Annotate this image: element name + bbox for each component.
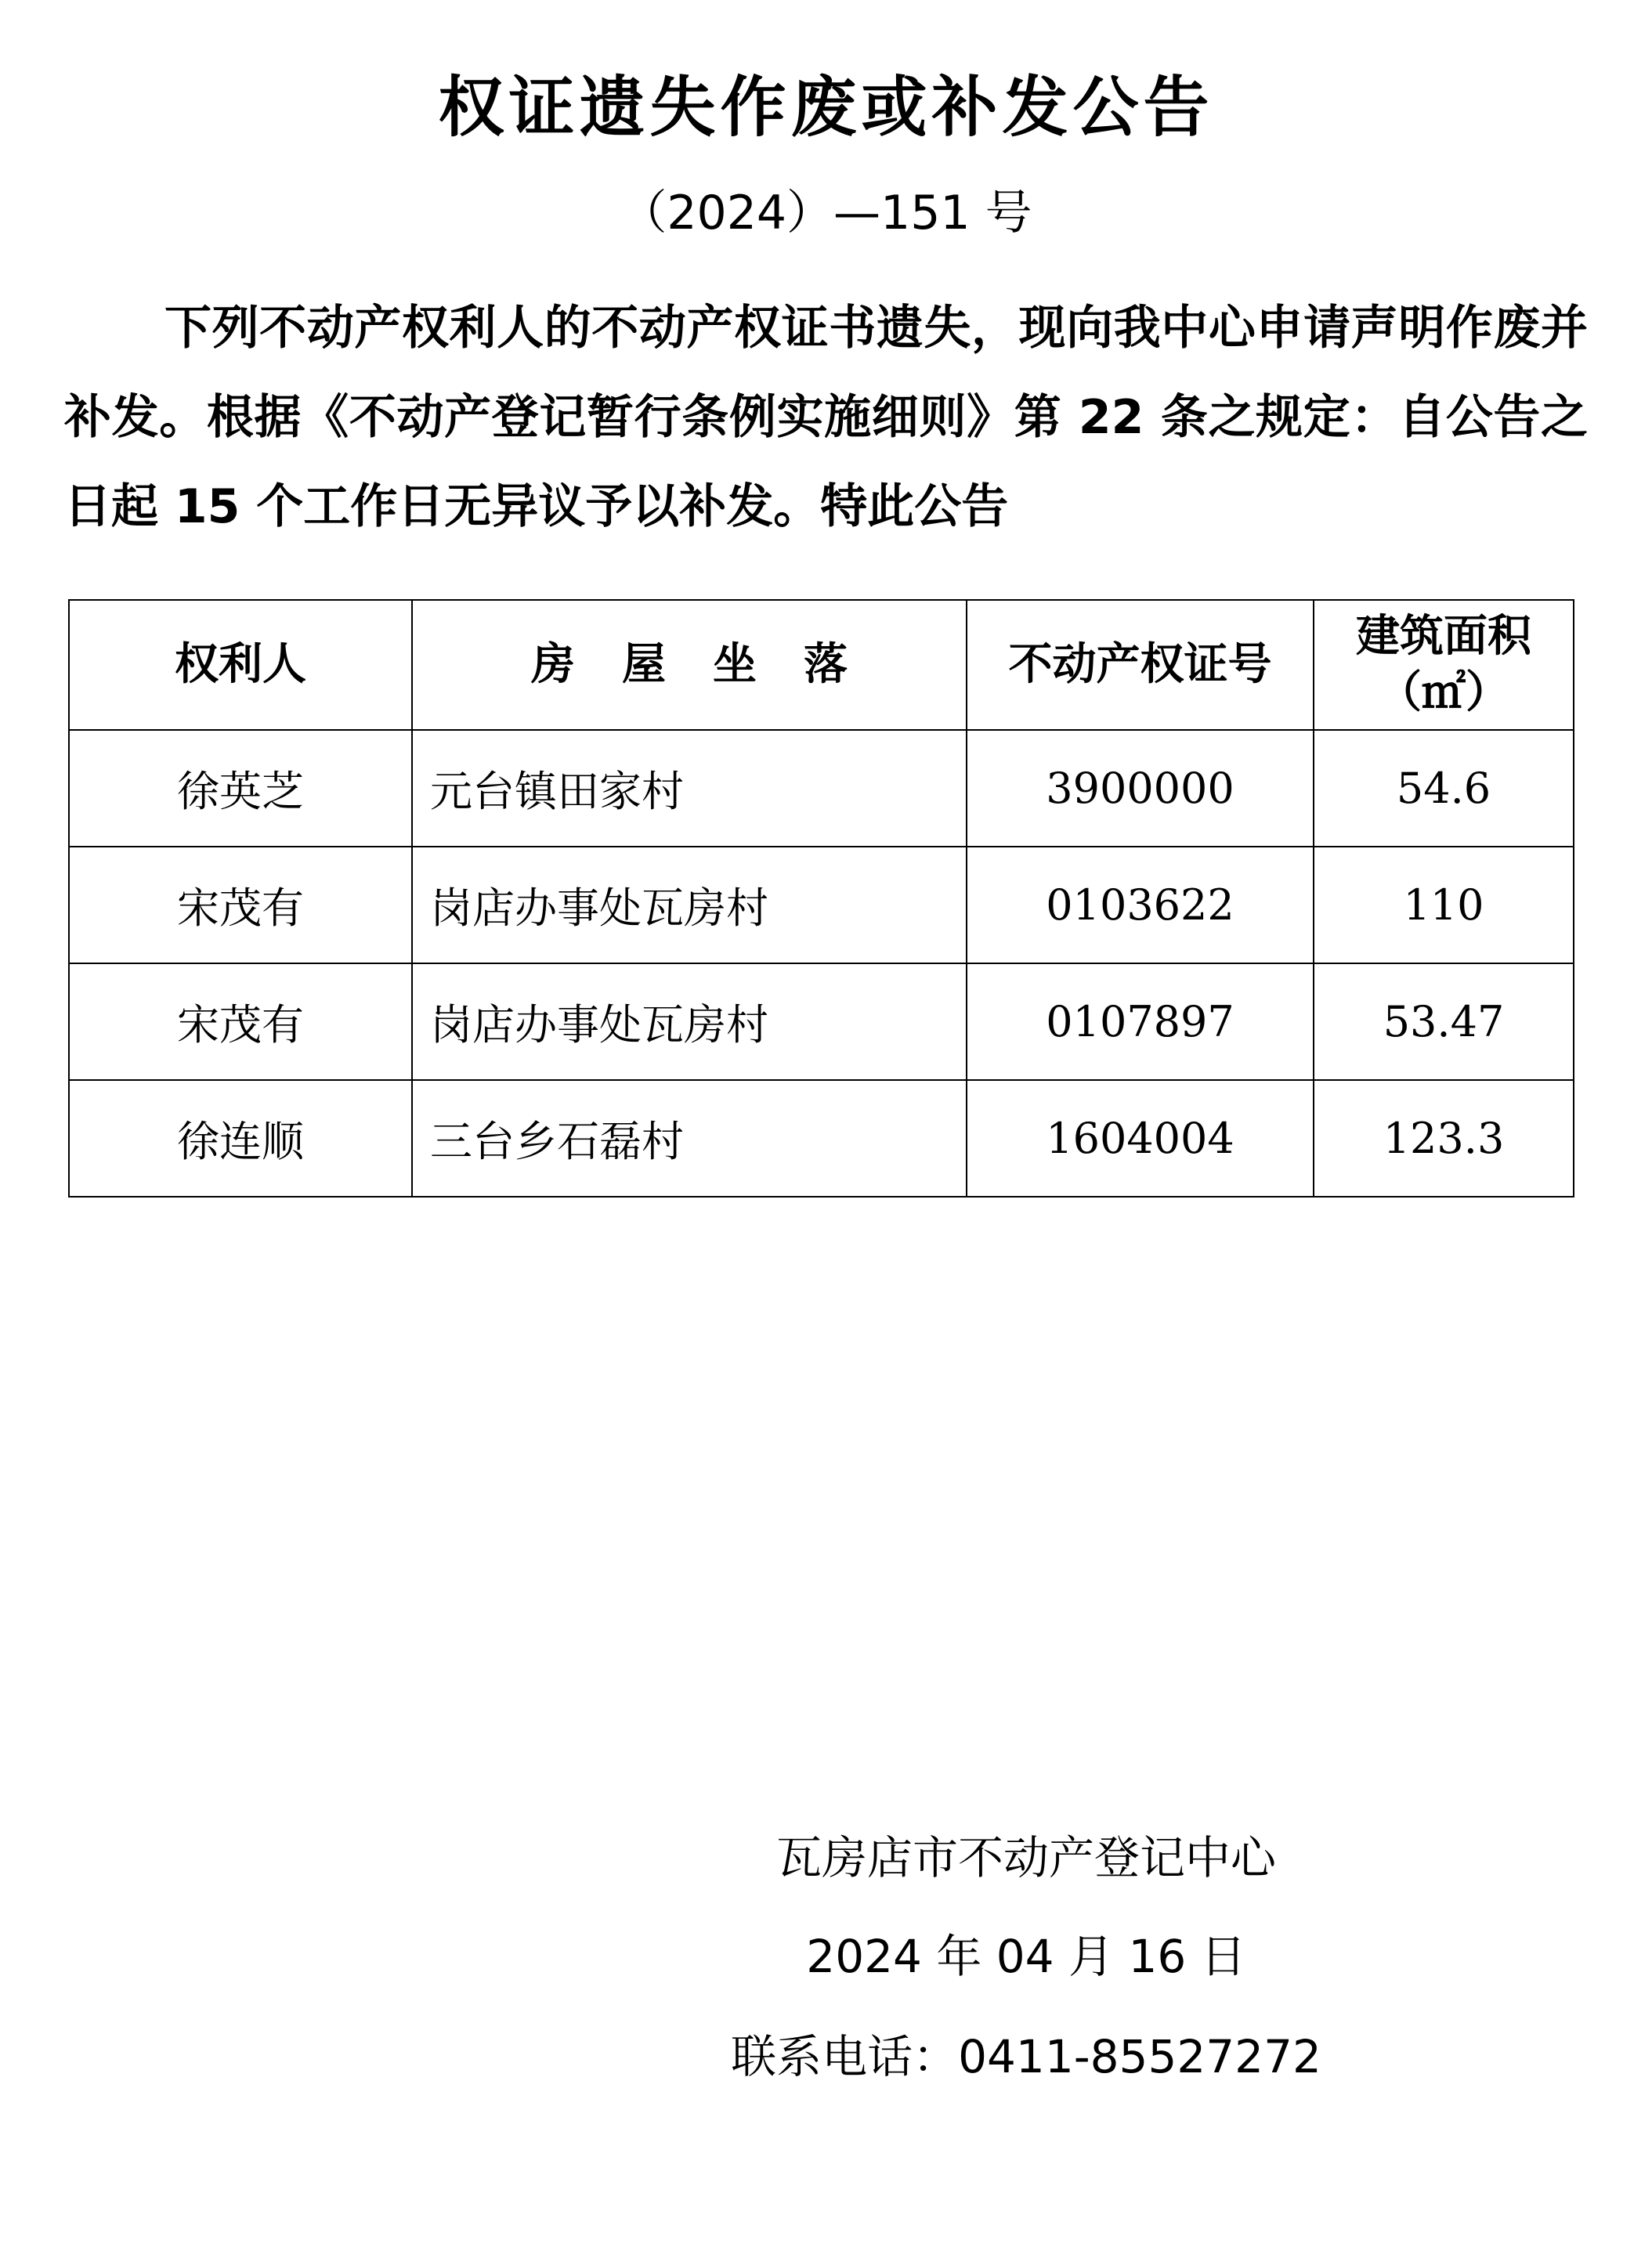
header-cert-no: 不动产权证号 (967, 600, 1314, 730)
cell-area: 123.3 (1314, 1080, 1574, 1197)
cell-cert-no: 3900000 (967, 730, 1314, 847)
cell-area: 53.47 (1314, 963, 1574, 1080)
cell-area: 54.6 (1314, 730, 1574, 847)
cell-holder: 宋茂有 (69, 963, 412, 1080)
header-area (1314, 600, 1574, 730)
cell-area: 110 (1314, 847, 1574, 963)
notice-body: 下列不动产权利人的不动产权证书遗失，现向我中心申请声明作废并补发。根据《不动产登记暂行条例实施细则》第 22 条之规定：自公告之日起 15 个工作日无异议予以补发。特此公告 (64, 301, 1588, 534)
issuing-organization: 瓦房店市不动产登记中心 (775, 1831, 1276, 1884)
cell-holder: 徐连顺 (69, 1080, 412, 1197)
lost-certificate-table (68, 599, 1574, 1198)
cell-location: 元台镇田家村 (412, 730, 967, 847)
cell-cert-no: 1604004 (967, 1080, 1314, 1197)
table-row (69, 847, 1574, 963)
cell-location: 岗店办事处瓦房村 (412, 963, 967, 1080)
cell-holder: 宋茂有 (69, 847, 412, 963)
cell-holder: 徐英芝 (69, 730, 412, 847)
table-row (69, 963, 1574, 1080)
notice-title: 权证遗失作废或补发公告 (438, 69, 1214, 146)
cell-cert-no: 0103622 (967, 847, 1314, 963)
contact-phone: 联系电话：0411-85527272 (731, 2030, 1321, 2083)
header-holder: 权利人 (69, 600, 412, 730)
header-area-label: 建筑面积 (1356, 611, 1531, 662)
cell-location: 岗店办事处瓦房村 (412, 847, 967, 963)
cell-cert-no: 0107897 (967, 963, 1314, 1080)
table-row (69, 1080, 1574, 1197)
issue-date: 2024 年 04 月 16 日 (806, 1930, 1246, 1983)
notice-number: （2024）—151 号 (620, 186, 1032, 240)
cell-location: 三台乡石磊村 (412, 1080, 967, 1197)
header-area-unit: （㎡） (1378, 667, 1509, 718)
table-header-row (69, 600, 1574, 730)
table-row (69, 730, 1574, 847)
header-location: 房屋坐落 (412, 600, 967, 730)
